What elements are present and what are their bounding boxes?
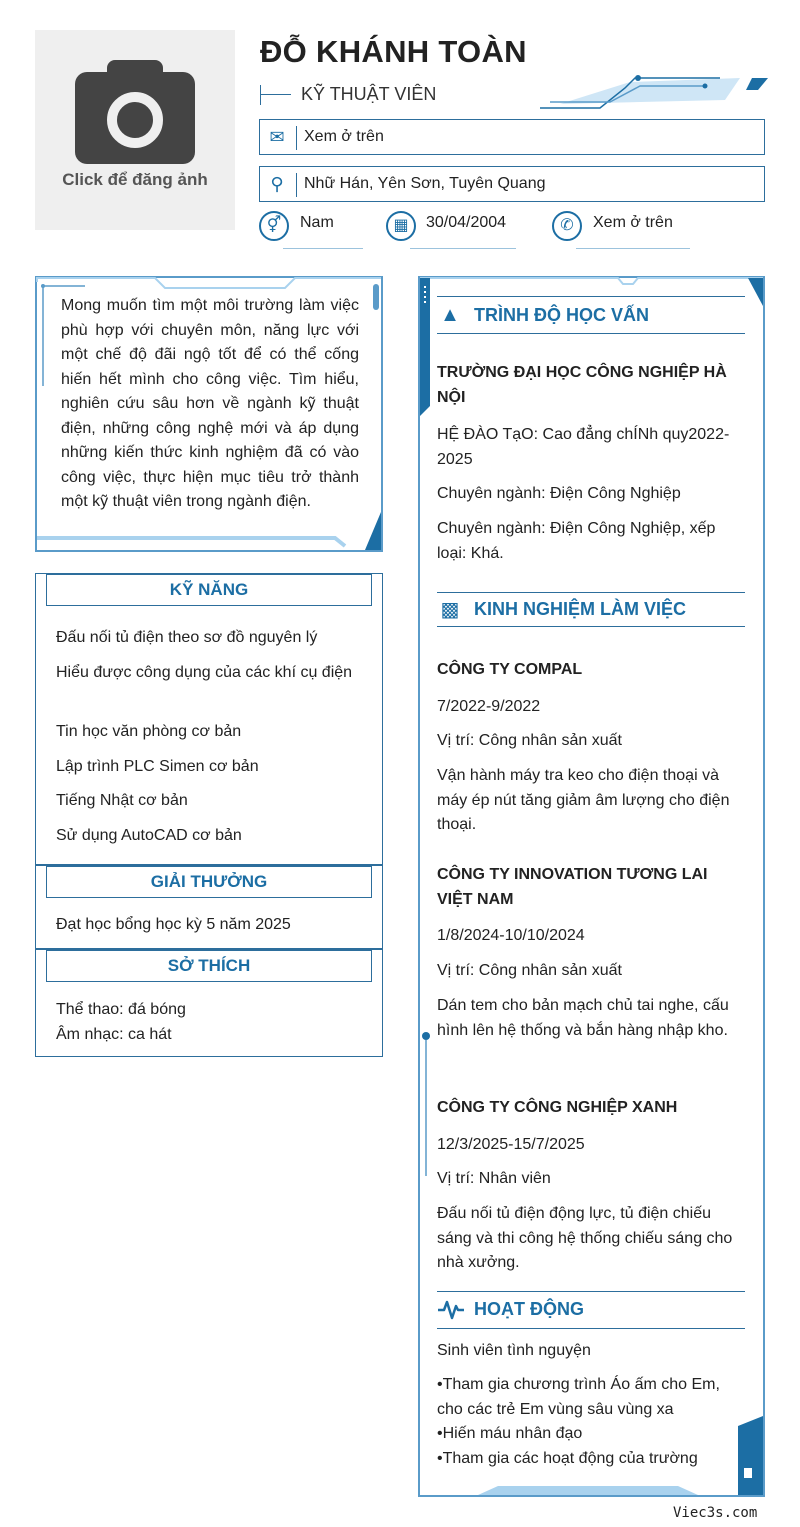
experience-title: KINH NGHIỆM LÀM VIỆC — [474, 599, 687, 619]
job-title: KỸ THUẬT VIÊN — [301, 84, 437, 104]
job-company: CÔNG TY CÔNG NGHIỆP XANH — [437, 1099, 678, 1116]
activity-item: •Tham gia các hoạt động của trường — [437, 1450, 698, 1467]
envelope-icon: ✉ — [269, 127, 285, 147]
email-field[interactable] — [259, 119, 765, 155]
job-position: Vị trí: Công nhân sản xuất — [437, 732, 622, 749]
skill-item: Tiếng Nhật cơ bản — [56, 792, 188, 809]
skill-item: Tin học văn phòng cơ bản — [56, 723, 242, 740]
job-period: 12/3/2025-15/7/2025 — [437, 1136, 585, 1153]
location-pin-icon: ⚲ — [270, 174, 284, 194]
candidate-name: ĐỖ KHÁNH TOÀN — [260, 34, 527, 69]
job-position: Vị trí: Công nhân sản xuất — [437, 962, 622, 979]
job-position: Vị trí: Nhân viên — [437, 1170, 551, 1187]
job-period: 1/8/2024-10/10/2024 — [437, 927, 585, 944]
job-description: Vận hành máy tra keo cho điện thoại và máy ép nút tăng giảm âm lượng cho điện thoại. — [437, 767, 730, 833]
education-line: Chuyên ngành: Điện Công Nghiệp — [437, 485, 681, 502]
skills-title: KỸ NĂNG — [46, 574, 372, 606]
email-value: Xem ở trên — [304, 128, 384, 145]
education-line: HỆ ĐÀO TạO: Cao đẳng chÍNh quy2022-2025 — [437, 426, 730, 468]
graduation-cap-icon: ▲ — [440, 304, 460, 326]
circuit-decoration — [540, 72, 770, 114]
activity-item: •Hiến máu nhân đạo — [437, 1425, 583, 1442]
award-item: Đạt học bổng học kỳ 5 năm 2025 — [56, 916, 291, 933]
job-description: Đấu nối tủ điện động lực, tủ điện chiếu sáng và thi công hệ thống chiếu sáng cho nhà xưởng. — [437, 1205, 733, 1271]
phone-value[interactable]: Xem ở trên — [593, 214, 673, 231]
education-line: Chuyên ngành: Điện Công Nghiệp, xếp loại: Khá. — [437, 520, 716, 562]
birthday-value[interactable]: 30/04/2004 — [426, 214, 507, 231]
skill-item: Lập trình PLC Simen cơ bản — [56, 758, 259, 775]
hobby-item: Âm nhạc: ca hát — [56, 1026, 172, 1043]
objective-text: Mong muốn tìm một môi trường làm việc phù hợp với chuyên môn, năng lực với một chế độ đãi ngộ tốt để có thể cống hiến hết mình cho công việc. Tìm hiểu, nghiên cứu sâu hơn về ngành kỹ thuật điện, những công nghệ mới và áp dụng những kiến thức kinh nghiệm đã có vào công việc, thực hiện mục tiêu trở thành một kỹ thuật viên trong ngành điện. — [61, 297, 359, 510]
skill-item: Sử dụng AutoCAD cơ bản — [56, 827, 242, 844]
activity-role: Sinh viên tình nguyện — [437, 1342, 591, 1359]
job-company: CÔNG TY INNOVATION TƯƠNG LAI VIỆT NAM — [437, 866, 708, 908]
gender-icon: ⚥ — [259, 211, 289, 241]
avatar-upload[interactable] — [35, 30, 235, 230]
job-company: CÔNG TY COMPAL — [437, 661, 583, 678]
photo-label: Click để đăng ảnh — [62, 170, 208, 189]
address-field[interactable] — [259, 166, 765, 202]
footer-watermark: Viec3s.com — [673, 1505, 758, 1521]
activities-title: HOẠT ĐỘNG — [474, 1299, 584, 1319]
education-title: TRÌNH ĐỘ HỌC VẤN — [474, 305, 649, 325]
heartbeat-icon — [437, 1298, 465, 1322]
job-description: Dán tem cho bản mạch chủ tai nghe, cấu hình lên hệ thống và bắn hàng nhập kho. — [437, 997, 729, 1039]
hobby-item: Thể thao: đá bóng — [56, 1001, 186, 1018]
activity-item: •Tham gia chương trình Áo ấm cho Em, cho các trẻ Em vùng sâu vùng xa — [437, 1376, 720, 1418]
gender-value[interactable]: Nam — [300, 214, 334, 231]
school-name: TRƯỜNG ĐẠI HỌC CÔNG NGHIỆP HÀ NỘI — [437, 364, 727, 406]
skill-item: Đấu nối tủ điện theo sơ đồ nguyên lý — [56, 629, 318, 646]
phone-icon: ✆ — [552, 211, 582, 241]
awards-title: GIẢI THƯỞNG — [46, 866, 372, 898]
address-value: Nhữ Hán, Yên Sơn, Tuyên Quang — [304, 175, 546, 192]
job-period: 7/2022-9/2022 — [437, 698, 541, 715]
skill-item: Hiểu được công dụng của các khí cụ điện — [56, 664, 353, 681]
hobbies-title: SỞ THÍCH — [46, 950, 372, 982]
briefcase-icon: ▩ — [440, 599, 460, 621]
camera-lens — [107, 92, 163, 148]
job-title-marker — [260, 85, 290, 105]
calendar-icon: ▦ — [386, 211, 416, 241]
objective-box — [35, 276, 383, 552]
skills-section — [35, 573, 383, 865]
